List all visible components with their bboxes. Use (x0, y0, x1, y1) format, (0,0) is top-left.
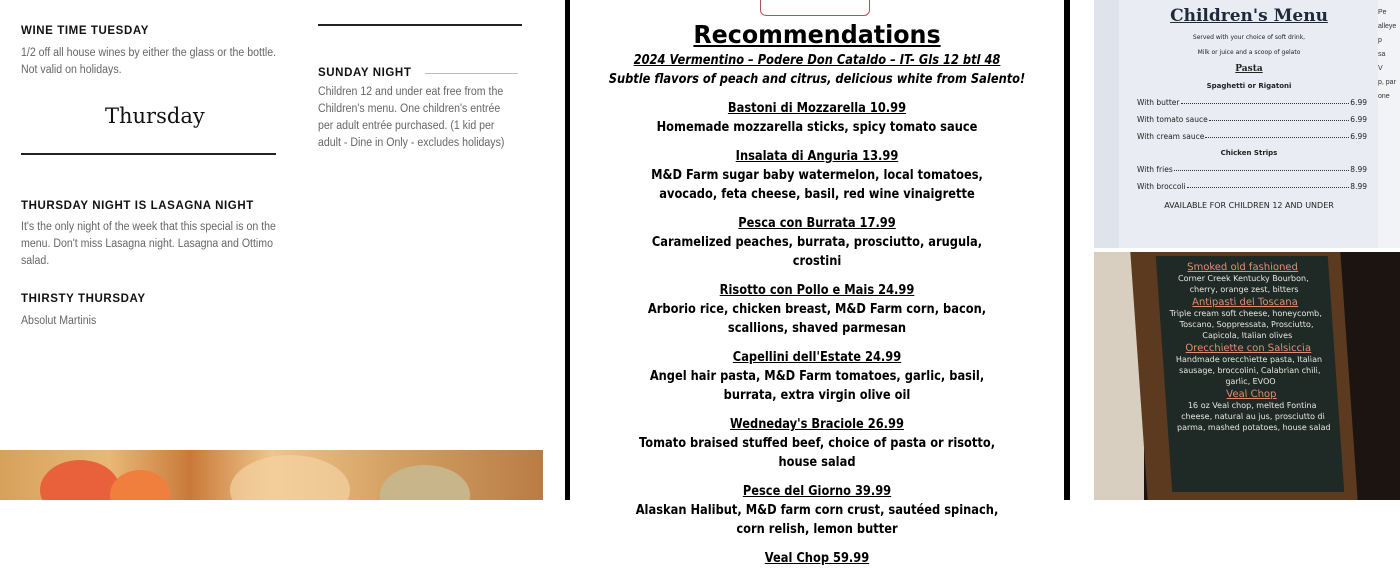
kids-menu-item (1137, 98, 1367, 107)
menu-item (626, 415, 1008, 472)
kids-menu-subtitle: Milk or juice and a scoop of gelato (1197, 49, 1301, 56)
menu-item-name: Wedneday's Braciole 26.99 (730, 417, 904, 432)
chalkboard-specials-photo (1094, 252, 1400, 500)
special-text: Children 12 and under eat free from the Children's menu. One children's entrée per adult entrée purchased. (1 kid per adult - Dine in Only - excludes holidays) (318, 86, 505, 149)
menu-item-description: Caramelized peaches, burrata, prosciutto, arugula, crostini (651, 235, 983, 269)
menu-item (626, 214, 1008, 271)
item-name: With tomato sauce (1137, 115, 1208, 124)
edge-text: sa (1378, 51, 1386, 58)
menu-item-name: Bastoni di Mozzarella 10.99 (727, 101, 907, 116)
menu-item-description: M&D Farm sugar baby watermelon, local tomatoes, avocado, feta cheese, basil, red wine vinaigrette (651, 168, 983, 202)
menu-item-name: Pesce del Giorno 39.99 (742, 484, 892, 499)
menu-item (626, 482, 1008, 539)
food-photo (0, 450, 543, 500)
menu-item (626, 147, 1008, 204)
chalk-heading: Orecchiette con Salsiccia (1185, 343, 1312, 354)
chalk-text: 16 oz Veal chop, melted Fontina cheese, natural au jus, prosciutto di parma, mashed potatoes, house salad (1176, 401, 1331, 432)
divider (318, 24, 522, 26)
special-lasagna-night (21, 200, 281, 270)
kids-menu-item (1137, 182, 1367, 191)
menu-item-name: Veal Chop 59.99 (764, 551, 870, 566)
special-title: THIRSTY THURSDAY (21, 293, 146, 305)
special-wine-time-tuesday (21, 25, 281, 79)
chalk-heading: Veal Chop (1226, 389, 1277, 400)
menu-item-name: Pesca con Burrata 17.99 (738, 216, 896, 231)
item-name: With broccoli (1137, 182, 1186, 191)
kids-menu-item (1137, 165, 1367, 174)
menu-item (626, 99, 1008, 137)
kids-menu-item (1137, 132, 1367, 141)
menu-item-description: Homemade mozzarella sticks, spicy tomato sauce (656, 120, 978, 135)
special-text: 1/2 off all house wines by either the glass or the bottle. Not valid on holidays. (21, 47, 277, 76)
item-name: With butter (1137, 98, 1180, 107)
edge-text: p, par (1378, 79, 1396, 86)
special-thirsty-thursday (21, 293, 281, 330)
kids-menu-footer: AVAILABLE FOR CHILDREN 12 AND UNDER (1164, 201, 1334, 210)
menu-item (626, 549, 1008, 568)
menu-title: Recommendations (693, 20, 941, 49)
chalk-heading: Antipasti del Toscana (1191, 297, 1299, 308)
chalk-heading: Smoked old fashioned (1186, 262, 1299, 273)
special-title: THURSDAY NIGHT IS LASAGNA NIGHT (21, 200, 254, 212)
edge-text: Pe (1378, 9, 1387, 16)
recommendations-menu-image (565, 0, 1070, 566)
kids-section-sub: Spaghetti or Rigatoni (1206, 82, 1292, 90)
childrens-menu-photo (1094, 0, 1400, 248)
special-title: SUNDAY NIGHT (318, 67, 412, 79)
chalk-text: Triple cream soft cheese, honeycomb, Toscano, Soppressata, Prosciutto, Capicola, Italian olives (1169, 309, 1323, 340)
menu-item-description: Alaskan Halibut, M&D farm corn crust, sautéed spinach, corn relish, lemon butter (635, 503, 999, 537)
menu-item-description: Arborio rice, chicken breast, M&D Farm corn, bacon, scallions, shaved parmesan (647, 302, 987, 336)
kids-section-chicken: Chicken Strips (1220, 149, 1278, 157)
menu-item (626, 348, 1008, 405)
item-price: 6.99 (1350, 98, 1367, 107)
special-text: Absolut Martinis (21, 315, 97, 327)
item-name: With cream sauce (1137, 132, 1205, 141)
wine-description: Subtle flavors of peach and citrus, delicious white from Salento! (608, 72, 1026, 87)
special-text: It's the only night of the week that this special is on the menu. Don't miss Lasagna night. Lasagna and Ottimo salad. (21, 221, 276, 267)
edge-text: one (1378, 93, 1390, 100)
item-price: 6.99 (1350, 115, 1367, 124)
divider (21, 153, 276, 155)
adjacent-menu-edge (1378, 0, 1400, 248)
special-title: WINE TIME TUESDAY (21, 25, 149, 37)
menu-item-name: Risotto con Pollo e Mais 24.99 (719, 283, 915, 298)
kids-menu-subtitle: Served with your choice of soft drink, (1192, 34, 1306, 41)
menu-item-name: Capellini dell'Estate 24.99 (732, 350, 902, 365)
menu-item (626, 281, 1008, 338)
item-price: 6.99 (1350, 132, 1367, 141)
special-sunday-night (318, 67, 518, 152)
menu-item-description: Angel hair pasta, M&D Farm tomatoes, garlic, basil, burrata, extra virgin olive oil (649, 369, 985, 403)
menu-item-description: Tomato braised stuffed beef, choice of pasta or risotto, house salad (638, 436, 996, 470)
title-line (425, 73, 518, 74)
item-price: 8.99 (1350, 182, 1367, 191)
item-name: With fries (1137, 165, 1173, 174)
chalk-text: Corner Creek Kentucky Bourbon, cherry, orange zest, bitters (1177, 274, 1309, 294)
item-price: 8.99 (1350, 165, 1367, 174)
menu-item-name: Insalata di Anguria 13.99 (735, 149, 899, 164)
edge-text: V (1378, 65, 1383, 72)
kids-menu-title: Children's Menu (1170, 6, 1328, 26)
kids-section-pasta: Pasta (1235, 64, 1263, 74)
day-heading-thursday: Thursday (105, 104, 205, 128)
edge-text: alleye p (1378, 23, 1397, 44)
kids-menu-item (1137, 115, 1367, 124)
restaurant-logo (760, 0, 870, 16)
chalk-text: Handmade orecchiette pasta, Italian sausage, broccolini, Calabrian chili, garlic, EVOO (1175, 355, 1323, 386)
wine-line: 2024 Vermentino – Podere Don Cataldo – IT- Gls 12 btl 48 (633, 53, 1001, 68)
